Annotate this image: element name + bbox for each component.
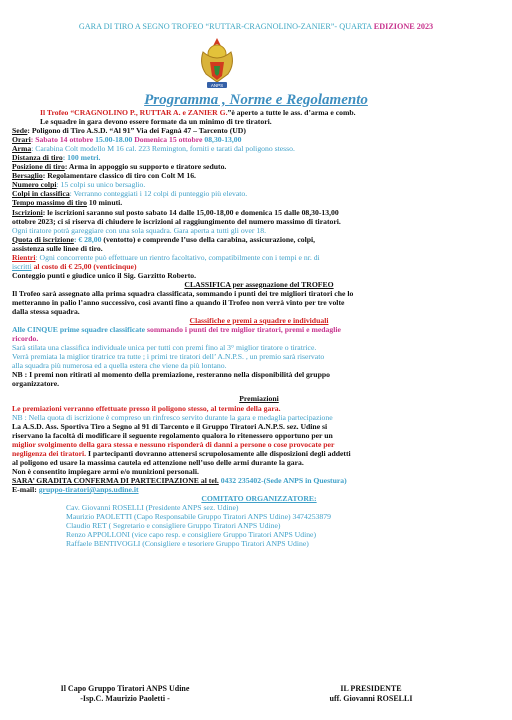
premiazioni-text-8: Non è consentito impiegare armi e/o munizioni personali. bbox=[12, 466, 199, 476]
bersaglio-row: Bersaglio: Regolamentare classico di tiro con Colt M 16. bbox=[12, 171, 196, 181]
quota-row: Quota di iscrizione: € 28,00 (ventotto) e comprende l’uso della carabina, assicurazione, colpi, bbox=[12, 234, 316, 244]
premiazioni-text-3: La A.S.D. Ass. Sportiva Tiro a Segno al 91 di Tarcento e il Gruppo Tiratori A.N.P.S. sez. Udine si bbox=[12, 421, 328, 431]
signature-right: IL PRESIDENTE uff. Giovanni ROSELLI bbox=[329, 684, 413, 703]
intro-line-2: Le squadre in gara devono essere formate da un minimo di tre tiratori. bbox=[40, 117, 272, 127]
premi-text-4: Verrà premiata la miglior tiratrice tra tutte ; i primi tre tiratori dell’ A.N.P.S. , un premio sarà riservato bbox=[12, 352, 325, 362]
quota-line-2: assistenza sulle linee di tiro. bbox=[12, 243, 103, 253]
orari-row: Orari: Sabato 14 ottobre 15.00-18.00 Domenica 15 ottobre 08,30-13,00 bbox=[12, 135, 242, 145]
distanza-row: Distanza di tiro: 100 metri. bbox=[12, 153, 101, 163]
comitato-member: Claudio RET ( Segretario e consigliere Gruppo Tiratori ANPS Udine) bbox=[66, 521, 281, 531]
competition-header bbox=[0, 22, 512, 31]
premi-text-1: Alle CINQUE prime squadre classificate sommando i punti dei tre miglior tiratori, premi e medaglie bbox=[12, 325, 341, 335]
premiazioni-text-6: negligenza dei tiratori. I partecipanti dovranno attenersi scrupolosamente alle disposizioni degli addetti bbox=[12, 448, 351, 458]
iscrizioni-line-3: Ogni tiratore potrà gareggiare con una sola squadra. Gara aperta a tutti gli over 18. bbox=[12, 225, 267, 235]
premiazioni-text-5: miglior svolgimento della gara stessa e nessuno risponderà di danni a persone o cose provocate per bbox=[12, 439, 335, 449]
rientri-line-2: iscritti al costo di € 25,00 (venticinque) bbox=[12, 261, 137, 271]
tempo-row: Tempo massimo di tiro 10 minuti. bbox=[12, 198, 123, 208]
premi-text-5: alla squadra più numerosa ed a quella estera che viene da più lontano. bbox=[12, 361, 227, 371]
comitato-member: Renzo APPOLLONI (vice capo resp. e consigliere Gruppo Tiratori ANPS Udine) bbox=[66, 530, 317, 540]
comitato-member: Maurizio PAOLETTI (Capo Responsabile Gruppo Tiratori ANPS Udine) 3474253879 bbox=[66, 512, 331, 522]
sede-row: Sede: Poligono di Tiro A.S.D. “Al 91” Via dei Fagnà 47 – Tarcento (UD) bbox=[12, 126, 246, 136]
conferma-line: SARA’ GRADITA CONFERMA DI PARTECIPAZIONE al tel. 0432 235402-(Sede ANPS in Questura) bbox=[12, 475, 347, 485]
intro-line: Il Trofeo “CRAGNOLINO P., RUTTAR A. e ZANIER G.”è aperto a tutte le ass. d’arma e comb. bbox=[40, 108, 356, 117]
premiazioni-heading: Premiazioni bbox=[239, 394, 279, 404]
iscrizioni-line-2: ottobre 2023; ci si riserva di chiudere le iscrizioni al raggiungimento del numero massimo di tiratori. bbox=[12, 216, 341, 226]
judge-line: Conteggio punti e giudice unico il Sig. Garzitto Roberto. bbox=[12, 270, 197, 280]
email-line: E-mail: gruppo-tiratori@anps.udine.it bbox=[12, 484, 139, 494]
premi-heading: Classifiche e premi a squadre e individuali bbox=[189, 316, 329, 326]
premiazioni-text-1: Le premiazioni verranno effettuate presso il poligono stesso, al termine della gara. bbox=[12, 403, 281, 413]
premiazioni-text-7: al poligono ed usare la massima cautela ed attenzione nell’uso delle armi durante la gara. bbox=[12, 457, 304, 467]
edition-label: EDIZIONE 2023 bbox=[373, 22, 434, 31]
comitato-heading: COMITATO ORGANIZZATORE: bbox=[201, 493, 317, 503]
classifica-text-3: dalla stessa squadra. bbox=[12, 307, 80, 317]
signature-left: Il Capo Gruppo Tiratori ANPS Udine -Isp.C. Maurizio Paoletti - bbox=[60, 684, 190, 703]
svg-text:ANPS: ANPS bbox=[210, 83, 224, 88]
comitato-member: Cav. Giovanni ROSELLI (Presidente ANPS sez. Udine) bbox=[66, 503, 239, 513]
arma-row: Arma: Carabina Colt modello M 16 cal. 223 Remington, forniti e tarati dal poligono stesso. bbox=[12, 144, 295, 154]
premiazioni-text-4: riservano la facoltà di modificare il seguente regolamento qualora lo ritenessero opportuno per un bbox=[12, 430, 333, 440]
classifica-text-1: Il Trofeo sarà assegnato alla prima squadra classificata, sommando i punti dei tre migliori tiratori che lo bbox=[12, 288, 354, 298]
header-line: GARA DI TIRO A SEGNO TROFEO “RUTTAR-CRAGNOLINO-ZANIER”- QUARTA bbox=[78, 22, 374, 31]
comitato-list bbox=[12, 503, 506, 548]
classifica-text-2: metteranno in palio l’anno successivo, così avanti fino a quando il Trofeo non verrà vinto per tre volte bbox=[12, 297, 345, 307]
regulations-body bbox=[12, 108, 506, 548]
page-title: Programma , Norme e Regolamento bbox=[144, 92, 368, 108]
email-link[interactable]: gruppo-tiratori@anps.udine.it bbox=[38, 484, 139, 494]
rientri-row: Rientri: Ogni concorrente può effettuare un rientro facoltativo, compatibilmente con i tempi e nr. di bbox=[12, 252, 320, 262]
colpi-row: Colpi in classifica: Verranno conteggiati i 12 colpi di punteggio più elevato. bbox=[12, 189, 248, 199]
classifica-heading: CLASSIFICA per assegnazione del TROFEO bbox=[184, 279, 334, 289]
premi-text-6: NB : I premi non ritirati al momento della premiazione, resteranno nella disponibilità del gruppo bbox=[12, 370, 330, 380]
premi-text-7: organizzatore. bbox=[12, 379, 60, 389]
anps-emblem-logo bbox=[196, 36, 238, 90]
premi-text-2: ricordo. bbox=[12, 334, 39, 344]
premiazioni-text-2: NB : Nella quota di iscrizione è compreso un rinfresco servito durante la gara e medaglia partecipazione bbox=[12, 412, 333, 422]
numero-row: Numero colpi: 15 colpi su unico bersaglio. bbox=[12, 180, 146, 190]
posizione-row: Posizione di tiro: Arma in appoggio su supporto e tiratore seduto. bbox=[12, 162, 227, 172]
premi-text-3: Sarà stilata una classifica individuale unica per tutti con premi fino al 3° miglior tiratore o tiratrice. bbox=[12, 343, 317, 353]
iscrizioni-row: Iscrizioni: le iscrizioni saranno sul posto sabato 14 dalle 15,00-18,00 e domenica 15 dalle 08,30-13,00 bbox=[12, 207, 339, 217]
comitato-member: Raffaele BENTIVOGLI (Consigliere e tesoriere Gruppo Tiratori ANPS Udine) bbox=[66, 539, 309, 549]
